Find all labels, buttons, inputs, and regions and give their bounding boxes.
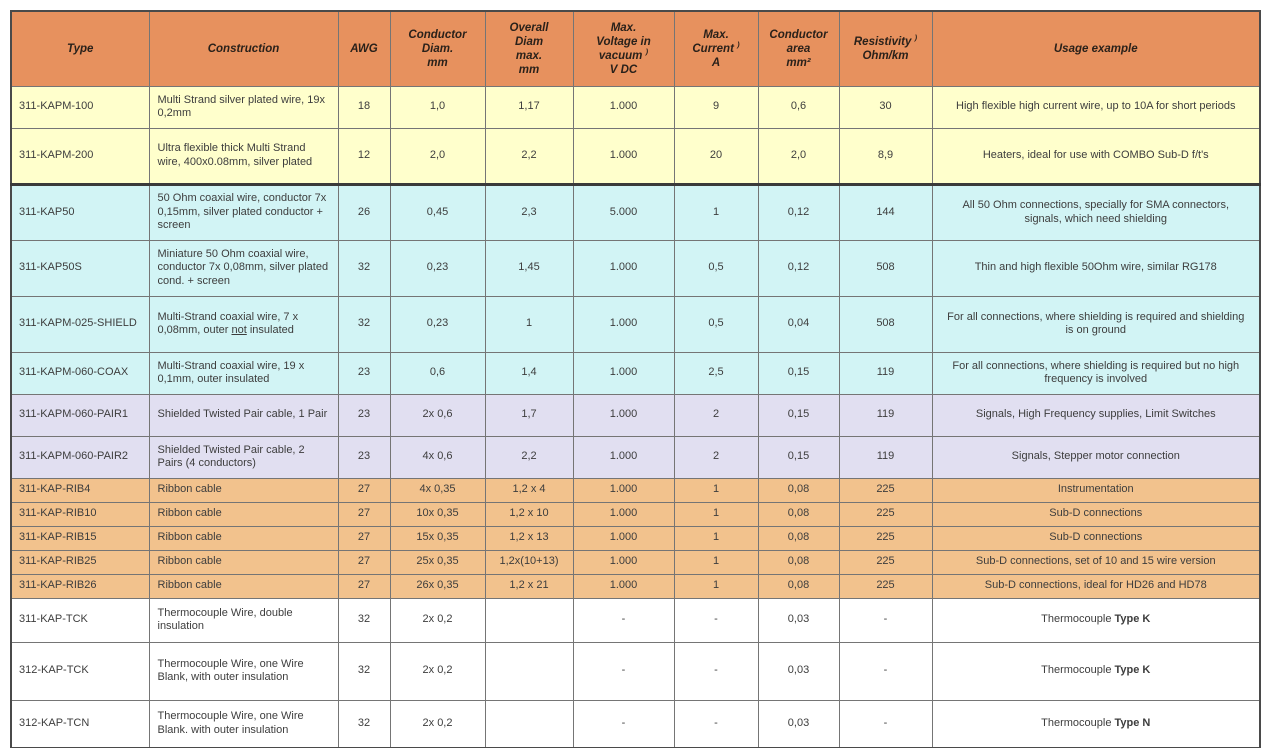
cell-construction: Thermocouple Wire, one Wire Blank, with outer insulation [149, 642, 338, 700]
cell-cond_diam: 2x 0,2 [390, 598, 485, 642]
table-row [11, 240, 1260, 296]
cell-construction: Shielded Twisted Pair cable, 1 Pair [149, 394, 338, 436]
cell-awg: 27 [338, 526, 390, 550]
cell-voltage: 1.000 [573, 574, 674, 598]
cell-usage: Instrumentation [932, 478, 1260, 502]
cell-cond_diam: 0,23 [390, 296, 485, 352]
column-header-cond_diam: Conductor Diam. mm [390, 11, 485, 86]
table-row [11, 478, 1260, 502]
cell-current: - [674, 598, 758, 642]
cell-cond_diam: 0,45 [390, 184, 485, 240]
cell-usage: High flexible high current wire, up to 10A for short periods [932, 86, 1260, 128]
cell-usage: For all connections, where shielding is required and shielding is on ground [932, 296, 1260, 352]
cell-resistivity: - [839, 598, 932, 642]
cell-construction: Ultra flexible thick Multi Strand wire, 400x0.08mm, silver plated [149, 128, 338, 184]
cell-resistivity: 225 [839, 526, 932, 550]
table-row [11, 502, 1260, 526]
cell-awg: 27 [338, 502, 390, 526]
cell-overall_diam: 1 [485, 296, 573, 352]
cell-awg: 32 [338, 642, 390, 700]
cell-awg: 23 [338, 394, 390, 436]
cell-usage: Signals, High Frequency supplies, Limit Switches [932, 394, 1260, 436]
cell-area: 0,03 [758, 598, 839, 642]
cell-current: 1 [674, 550, 758, 574]
table-row [11, 86, 1260, 128]
cell-type: 311-KAPM-100 [11, 86, 149, 128]
column-header-area: Conductor area mm² [758, 11, 839, 86]
table-row [11, 642, 1260, 700]
cell-voltage: - [573, 700, 674, 748]
cell-voltage: 1.000 [573, 128, 674, 184]
cell-area: 0,15 [758, 352, 839, 394]
table-row [11, 526, 1260, 550]
cell-construction: Multi Strand silver plated wire, 19x 0,2mm [149, 86, 338, 128]
cell-resistivity: 508 [839, 296, 932, 352]
column-header-type: Type [11, 11, 149, 86]
cell-voltage: 1.000 [573, 394, 674, 436]
cell-usage: Signals, Stepper motor connection [932, 436, 1260, 478]
cell-type: 311-KAPM-060-PAIR1 [11, 394, 149, 436]
cell-overall_diam: 1,17 [485, 86, 573, 128]
cell-awg: 23 [338, 436, 390, 478]
cell-cond_diam: 1,0 [390, 86, 485, 128]
cell-cond_diam: 0,23 [390, 240, 485, 296]
cell-usage: Sub-D connections [932, 502, 1260, 526]
cell-area: 0,12 [758, 184, 839, 240]
cell-resistivity: 225 [839, 574, 932, 598]
cell-cond_diam: 26x 0,35 [390, 574, 485, 598]
cell-overall_diam [485, 700, 573, 748]
cell-construction: Miniature 50 Ohm coaxial wire, conductor 7x 0,08mm, silver plated cond. + screen [149, 240, 338, 296]
cell-overall_diam [485, 642, 573, 700]
cell-area: 0,03 [758, 642, 839, 700]
cell-voltage: 1.000 [573, 296, 674, 352]
cell-current: 1 [674, 478, 758, 502]
cell-construction: Thermocouple Wire, double insulation [149, 598, 338, 642]
cell-resistivity: 119 [839, 394, 932, 436]
cell-voltage: 1.000 [573, 240, 674, 296]
column-header-construction: Construction [149, 11, 338, 86]
cell-cond_diam: 10x 0,35 [390, 502, 485, 526]
cell-resistivity: 144 [839, 184, 932, 240]
cell-current: 1 [674, 502, 758, 526]
cell-resistivity: 225 [839, 550, 932, 574]
table-row [11, 550, 1260, 574]
cell-awg: 27 [338, 550, 390, 574]
cell-type: 311-KAP-RIB25 [11, 550, 149, 574]
cell-overall_diam: 1,4 [485, 352, 573, 394]
cell-overall_diam: 1,45 [485, 240, 573, 296]
cell-area: 0,04 [758, 296, 839, 352]
cell-awg: 23 [338, 352, 390, 394]
cell-current: 0,5 [674, 240, 758, 296]
cell-cond_diam: 2x 0,2 [390, 642, 485, 700]
table-header [11, 11, 1260, 86]
cell-resistivity: - [839, 700, 932, 748]
cell-type: 311-KAPM-025-SHIELD [11, 296, 149, 352]
cell-area: 0,08 [758, 502, 839, 526]
cell-cond_diam: 4x 0,6 [390, 436, 485, 478]
cell-area: 0,12 [758, 240, 839, 296]
cell-area: 2,0 [758, 128, 839, 184]
cell-resistivity: 30 [839, 86, 932, 128]
cell-construction: Ribbon cable [149, 574, 338, 598]
cell-usage: Sub-D connections, ideal for HD26 and HD78 [932, 574, 1260, 598]
cell-current: 1 [674, 526, 758, 550]
cell-awg: 27 [338, 478, 390, 502]
cell-construction: 50 Ohm coaxial wire, conductor 7x 0,15mm, silver plated conductor + screen [149, 184, 338, 240]
cell-overall_diam: 1,2 x 21 [485, 574, 573, 598]
table-row [11, 184, 1260, 240]
cell-current: 2 [674, 394, 758, 436]
cell-construction: Ribbon cable [149, 550, 338, 574]
cell-current: 9 [674, 86, 758, 128]
cell-awg: 26 [338, 184, 390, 240]
cell-voltage: 1.000 [573, 502, 674, 526]
cell-type: 311-KAP50 [11, 184, 149, 240]
cell-cond_diam: 2x 0,6 [390, 394, 485, 436]
cell-cond_diam: 0,6 [390, 352, 485, 394]
cell-resistivity: 508 [839, 240, 932, 296]
cell-overall_diam: 1,2 x 10 [485, 502, 573, 526]
table-row [11, 352, 1260, 394]
cell-usage: Thermocouple Type K [932, 598, 1260, 642]
cell-awg: 32 [338, 296, 390, 352]
column-header-resistivity: Resistivity ) Ohm/km [839, 11, 932, 86]
column-header-overall_diam: Overall Diam max. mm [485, 11, 573, 86]
cell-overall_diam [485, 598, 573, 642]
cell-construction: Ribbon cable [149, 478, 338, 502]
cell-awg: 32 [338, 240, 390, 296]
cell-current: 0,5 [674, 296, 758, 352]
cell-cond_diam: 25x 0,35 [390, 550, 485, 574]
table-body [11, 86, 1260, 748]
column-header-awg: AWG [338, 11, 390, 86]
cell-awg: 32 [338, 598, 390, 642]
cell-cond_diam: 2x 0,2 [390, 700, 485, 748]
cell-overall_diam: 1,2 x 4 [485, 478, 573, 502]
cell-type: 312-KAP-TCK [11, 642, 149, 700]
cell-cond_diam: 15x 0,35 [390, 526, 485, 550]
cell-awg: 12 [338, 128, 390, 184]
column-header-current: Max. Current ) A [674, 11, 758, 86]
cell-voltage: 1.000 [573, 526, 674, 550]
cell-area: 0,03 [758, 700, 839, 748]
cell-construction: Multi-Strand coaxial wire, 7 x 0,08mm, outer not insulated [149, 296, 338, 352]
cell-type: 311-KAP-RIB4 [11, 478, 149, 502]
cell-overall_diam: 1,2 x 13 [485, 526, 573, 550]
cell-type: 311-KAPM-060-COAX [11, 352, 149, 394]
cell-resistivity: 225 [839, 502, 932, 526]
cell-usage: Thermocouple Type K [932, 642, 1260, 700]
column-header-usage: Usage example [932, 11, 1260, 86]
cell-area: 0,08 [758, 574, 839, 598]
cell-current: - [674, 700, 758, 748]
table-row [11, 436, 1260, 478]
cell-type: 311-KAP-TCK [11, 598, 149, 642]
cell-usage: For all connections, where shielding is required but no high frequency is involved [932, 352, 1260, 394]
cell-resistivity: - [839, 642, 932, 700]
cell-type: 311-KAP-RIB10 [11, 502, 149, 526]
cell-awg: 27 [338, 574, 390, 598]
cell-construction: Ribbon cable [149, 526, 338, 550]
cell-overall_diam: 2,2 [485, 128, 573, 184]
cell-resistivity: 119 [839, 352, 932, 394]
cell-voltage: - [573, 642, 674, 700]
cell-type: 311-KAP-RIB15 [11, 526, 149, 550]
cell-usage: All 50 Ohm connections, specially for SMA connectors, signals, which need shielding [932, 184, 1260, 240]
table-row [11, 700, 1260, 748]
header-row [11, 11, 1260, 86]
cell-area: 0,15 [758, 394, 839, 436]
cell-usage: Thin and high flexible 50Ohm wire, similar RG178 [932, 240, 1260, 296]
cell-current: - [674, 642, 758, 700]
cell-current: 20 [674, 128, 758, 184]
cell-awg: 32 [338, 700, 390, 748]
table-row [11, 296, 1260, 352]
cell-area: 0,08 [758, 478, 839, 502]
cell-usage: Sub-D connections [932, 526, 1260, 550]
cell-overall_diam: 1,2x(10+13) [485, 550, 573, 574]
cell-resistivity: 8,9 [839, 128, 932, 184]
cell-voltage: 1.000 [573, 550, 674, 574]
cell-awg: 18 [338, 86, 390, 128]
wire-spec-table [10, 10, 1261, 748]
table-row [11, 128, 1260, 184]
cell-current: 2 [674, 436, 758, 478]
column-header-voltage: Max. Voltage in vacuum ) V DC [573, 11, 674, 86]
cell-usage: Thermocouple Type N [932, 700, 1260, 748]
table-row [11, 598, 1260, 642]
cell-current: 1 [674, 574, 758, 598]
cell-voltage: - [573, 598, 674, 642]
cell-type: 311-KAP50S [11, 240, 149, 296]
cell-current: 1 [674, 184, 758, 240]
cell-usage: Heaters, ideal for use with COMBO Sub-D f/t's [932, 128, 1260, 184]
cell-area: 0,6 [758, 86, 839, 128]
cell-voltage: 1.000 [573, 86, 674, 128]
cell-current: 2,5 [674, 352, 758, 394]
cell-resistivity: 119 [839, 436, 932, 478]
cell-area: 0,08 [758, 526, 839, 550]
cell-voltage: 5.000 [573, 184, 674, 240]
cell-resistivity: 225 [839, 478, 932, 502]
cell-type: 311-KAPM-060-PAIR2 [11, 436, 149, 478]
cell-overall_diam: 1,7 [485, 394, 573, 436]
cell-construction: Ribbon cable [149, 502, 338, 526]
cell-voltage: 1.000 [573, 436, 674, 478]
cell-overall_diam: 2,3 [485, 184, 573, 240]
table-row [11, 394, 1260, 436]
table-row [11, 574, 1260, 598]
cell-type: 312-KAP-TCN [11, 700, 149, 748]
cell-construction: Multi-Strand coaxial wire, 19 x 0,1mm, outer insulated [149, 352, 338, 394]
cell-construction: Shielded Twisted Pair cable, 2 Pairs (4 conductors) [149, 436, 338, 478]
cell-type: 311-KAP-RIB26 [11, 574, 149, 598]
cell-cond_diam: 2,0 [390, 128, 485, 184]
cell-type: 311-KAPM-200 [11, 128, 149, 184]
cell-construction: Thermocouple Wire, one Wire Blank. with outer insulation [149, 700, 338, 748]
cell-usage: Sub-D connections, set of 10 and 15 wire version [932, 550, 1260, 574]
cell-overall_diam: 2,2 [485, 436, 573, 478]
cell-area: 0,15 [758, 436, 839, 478]
cell-area: 0,08 [758, 550, 839, 574]
cell-voltage: 1.000 [573, 352, 674, 394]
cell-voltage: 1.000 [573, 478, 674, 502]
cell-cond_diam: 4x 0,35 [390, 478, 485, 502]
